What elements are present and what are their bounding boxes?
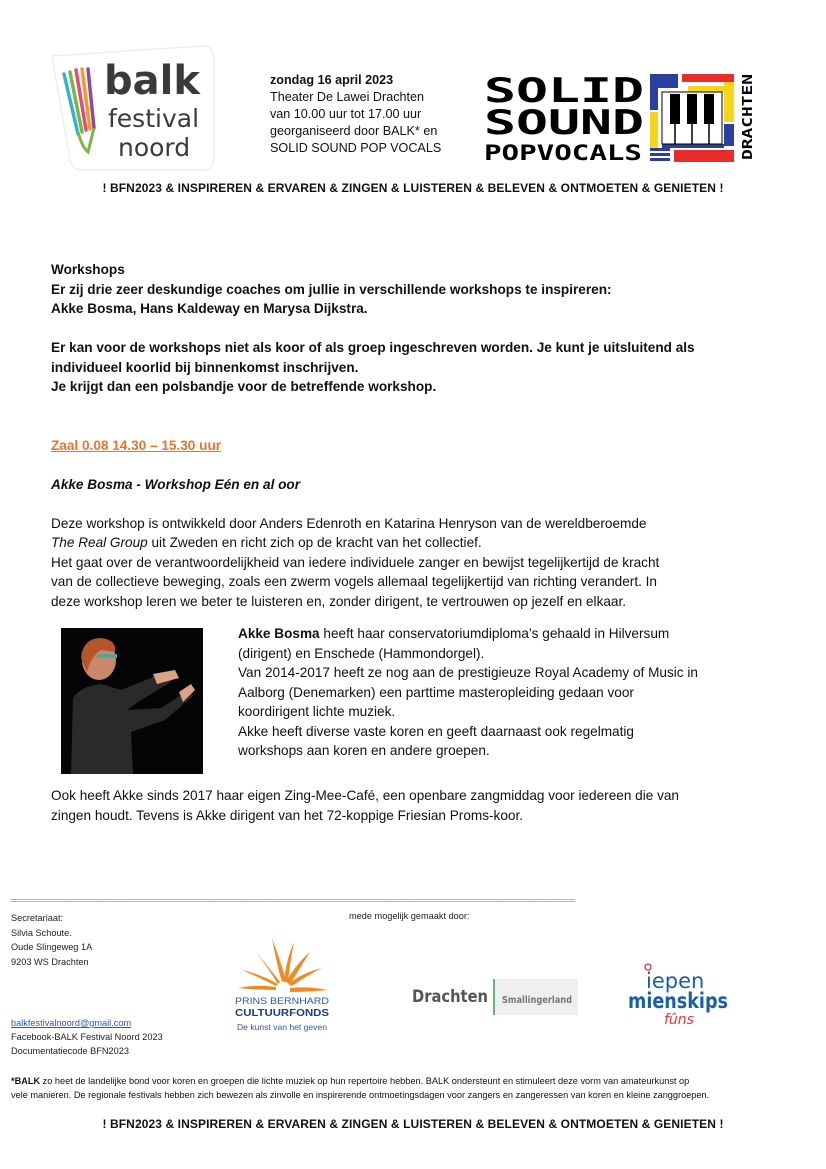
registration-line3: Je krijgt dan een polsbandje voor de betreffende workshop. bbox=[51, 379, 437, 394]
pbc-line3: De kunst van het geven bbox=[237, 1022, 328, 1032]
description-line1: Deze workshop is ontwikkeld door Anders Edenroth en Katarina Henryson van de wereldberoemde bbox=[51, 515, 647, 531]
real-group-name: The Real Group bbox=[51, 535, 148, 550]
secretariaat-street: Oude Slingeweg 1A bbox=[11, 942, 93, 952]
contact-block bbox=[11, 1016, 163, 1058]
svg-text:mienskips: mienskips bbox=[628, 989, 728, 1013]
balk-festival-logo bbox=[42, 42, 220, 174]
footnote-balk: *BALK bbox=[11, 1076, 41, 1086]
svg-text:SOLID: SOLID bbox=[484, 71, 644, 111]
footnote-line1 bbox=[11, 1074, 811, 1088]
svg-text:Drachten: Drachten bbox=[412, 987, 488, 1007]
slogan-bottom: ! BFN2023 & INSPIREREN & ERVAREN & ZINGEN & LUISTEREN & BELEVEN & ONTMOETEN & GENIETEN ! bbox=[102, 1117, 724, 1131]
event-venue: Theater De Lawei Drachten bbox=[270, 90, 425, 104]
balk-logo-word: balk bbox=[104, 58, 200, 104]
zaal-time-link[interactable]: Zaal 0.08 14.30 – 15.30 uur bbox=[51, 437, 222, 453]
bio-line2: (dirigent) en Enschede (Hammondorgel). bbox=[238, 645, 485, 661]
description-line3: Het gaat over de verantwoordelijkheid van iedere individuele zanger en bewijst tegelijkertijd de kracht bbox=[51, 554, 660, 570]
noord-logo-word: noord bbox=[118, 133, 191, 162]
iepen-mienskipsfuns-logo bbox=[624, 960, 734, 1026]
slogan-top: ! BFN2023 & INSPIREREN & ERVAREN & ZINGEN & LUISTEREN & BELEVEN & ONTMOETEN & GENIETEN ! bbox=[102, 181, 724, 195]
pbc-line2: CULTUURFONDS bbox=[235, 1008, 330, 1019]
event-organizer-line1: georganiseerd door BALK* en bbox=[270, 124, 438, 138]
svg-text:POPVOCALS: POPVOCALS bbox=[484, 141, 642, 165]
secretariaat-label: Secretariaat: bbox=[11, 913, 64, 923]
prins-bernhard-cultuurfonds-logo bbox=[232, 932, 332, 1034]
bio-block bbox=[51, 624, 771, 784]
bio-line1-rest: heeft haar conservatoriumdiploma’s gehaald in Hilversum bbox=[319, 626, 670, 641]
svg-text:DRACHTEN: DRACHTEN bbox=[741, 97, 756, 160]
outro-line2: zingen houdt. Tevens is Akke dirigent van het 72-koppige Friesian Proms-koor. bbox=[51, 807, 524, 823]
description-line2-rest: uit Zweden en richt zich op de kracht van het collectief. bbox=[147, 535, 482, 550]
footnote-line1-rest: zo heet de landelijke bond voor koren en groepen die lichte muziek op hun repertoire hebben. BALK ondersteunt en stimuleert deze vorm van amateurkunst op bbox=[40, 1076, 690, 1086]
event-time: van 10.00 uur tot 17.00 uur bbox=[270, 107, 422, 121]
main-content bbox=[51, 260, 771, 825]
secretariaat-city: 9203 WS Drachten bbox=[11, 956, 89, 967]
bio-name: Akke Bosma bbox=[238, 626, 320, 641]
svg-text:fûns: fûns bbox=[664, 1012, 694, 1028]
registration-line2: individueel koorlid bij binnenkomst inschrijven. bbox=[51, 359, 359, 375]
festival-logo-word: festival bbox=[108, 104, 200, 133]
pbc-line1: PRINS BERNHARD bbox=[235, 996, 330, 1007]
bio-line6: Akke heeft diverse vaste koren en geeft daarnaast ook regelmatig bbox=[238, 723, 634, 739]
documentation-code: Documentatiecode BFN2023 bbox=[11, 1046, 129, 1056]
secretariaat-name: Silvia Schoute. bbox=[11, 927, 72, 938]
bio-line1 bbox=[238, 624, 778, 644]
svg-text:iepen: iepen bbox=[646, 969, 705, 993]
drachten-smallingerland-logo bbox=[410, 979, 580, 1015]
event-date: zondag 16 april 2023 bbox=[270, 73, 394, 87]
solid-sound-logo bbox=[484, 72, 754, 164]
email-link[interactable]: balkfestivalnoord@gmail.com bbox=[11, 1018, 132, 1028]
bio-line7: workshops aan koren en andere groepen. bbox=[238, 743, 490, 758]
description-line4: van de collectieve beweging, zoals een zwerm vogels allemaal tegelijkertijd van richting verandert. In bbox=[51, 574, 657, 589]
bio-line4: Aalborg (Denemarken) een parttime masteropleiding gedaan voor bbox=[238, 684, 634, 700]
workshop-title: Akke Bosma - Workshop Eén en al oor bbox=[51, 476, 301, 492]
footnote-line2: vele manieren. De regionale festivals hebben zich bewezen als zinvolle en inspirerende ontmoetingsdagen voor zangers en zangeressen van koren en kleine zanggroepen. bbox=[11, 1090, 710, 1100]
secretariaat-block bbox=[11, 911, 92, 969]
workshops-heading: Workshops bbox=[51, 262, 125, 277]
intro-line2: Akke Bosma, Hans Kaldeway en Marysa Dijkstra. bbox=[51, 301, 368, 316]
akke-bosma-photo bbox=[61, 628, 203, 774]
facebook-text: Facebook-BALK Festival Noord 2023 bbox=[11, 1032, 163, 1042]
registration-line1: Er kan voor de workshops niet als koor of als groep ingeschreven worden. Je kunt je uitsluitend als bbox=[51, 340, 695, 355]
svg-text:Smallingerland: Smallingerland bbox=[502, 995, 572, 1006]
bio-line5: koordirigent lichte muziek. bbox=[238, 704, 396, 719]
description-line5: deze workshop leren we beter te luisteren en, zonder dirigent, te vertrouwen op jezelf en elkaar. bbox=[51, 593, 627, 609]
intro-line1: Er zij drie zeer deskundige coaches om jullie in verschillende workshops te inspireren: bbox=[51, 281, 612, 297]
footer-divider: ================================================================================================================================================================== bbox=[10, 898, 576, 905]
event-info bbox=[270, 72, 441, 157]
sponsors-label: mede mogelijk gemaakt door: bbox=[349, 911, 470, 921]
bio-line3: Van 2014-2017 heeft ze nog aan de prestigieuze Royal Academy of Music in bbox=[238, 665, 698, 680]
svg-text:SOUND: SOUND bbox=[484, 103, 644, 143]
bio-text bbox=[238, 624, 778, 761]
balk-footnote bbox=[11, 1074, 811, 1102]
outro bbox=[51, 786, 771, 825]
outro-line1: Ook heeft Akke sinds 2017 haar eigen Zing-Mee-Café, een openbare zangmiddag voor iedereen die van bbox=[51, 788, 679, 803]
event-organizer-line2: SOLID SOUND POP VOCALS bbox=[270, 141, 442, 155]
description-line2 bbox=[51, 533, 771, 553]
